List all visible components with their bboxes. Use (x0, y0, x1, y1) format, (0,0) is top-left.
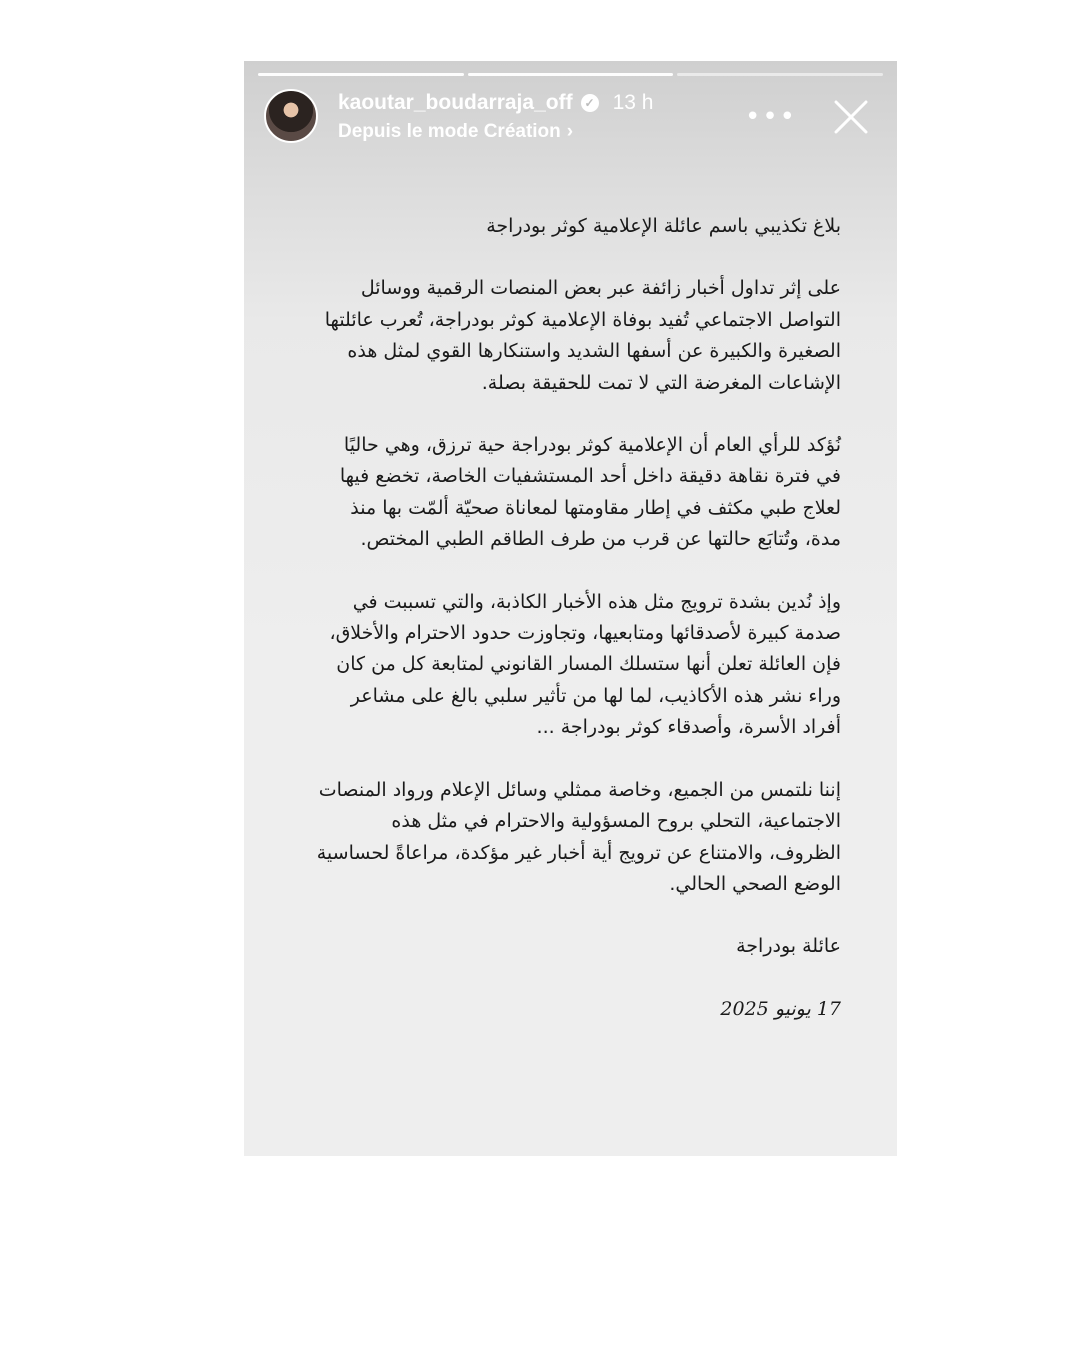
progress-segment (258, 73, 464, 76)
statement-text (316, 211, 841, 1056)
story-header (264, 89, 883, 149)
more-horizontal-icon[interactable]: ••• (744, 102, 797, 132)
post-time: 13 h (612, 91, 654, 114)
story-viewer[interactable] (244, 61, 897, 1156)
statement-title: بلاغ تكذيبي باسم عائلة الإعلامية كوثر بودراجة (486, 215, 841, 237)
statement-paragraph: إننا نلتمس من الجميع، وخاصة ممثلي وسائل الإعلام ورواد المنصات الاجتماعية، التحلي بروح المسؤولية والاحترام في مثل هذه الظروف، والامتناع عن ترويج أية أخبار غير مؤكدة، مراعاةً لحساسية الوضع الصحي الحالي. (316, 778, 841, 895)
avatar[interactable] (264, 89, 318, 143)
statement-signature: عائلة بودراجة (736, 935, 841, 958)
statement-paragraph: على إثر تداول أخبار زائفة عبر بعض المنصات الرقمية ووسائل التواصل الاجتماعي تُفيد بوفاة الإعلامية كوثر بودراجة، تُعرب عائلتها الصغيرة والكبيرة عن أسفها الشديد واستنكارها القوي لمثل هذه الإشاعات المغرضة التي لا تمت للحقيقة بصلة. (324, 277, 841, 394)
progress-segment (677, 73, 883, 76)
creation-mode-label: Depuis le mode Création (338, 121, 561, 142)
creation-mode-link[interactable] (338, 121, 573, 143)
progress-segment (468, 73, 674, 76)
statement-date: 17 يونيو 2025 (720, 997, 841, 1020)
user-line (338, 91, 653, 115)
close-icon[interactable] (833, 99, 869, 135)
username[interactable]: kaoutar_boudarraja_off (338, 91, 573, 114)
story-progress-bar (258, 73, 883, 76)
verified-badge-icon: ✓ (581, 94, 599, 112)
statement-paragraph: وإذ نُدين بشدة ترويج مثل هذه الأخبار الكاذبة، والتي تسببت في صدمة كبيرة لأصدقائها ومتابعيها، وتجاوزت حدود الاحترام والأخلاق، فإن العائلة تعلن أنها ستسلك المسار القانوني لمتابعة كل من كان وراء نشر هذه الأكاذيب، لما لها من تأثير سلبي بالغ على مشاعر أفراد الأسرة، وأصدقاء كوثر بودراجة ... (329, 590, 841, 739)
statement-paragraph: نُؤكد للرأي العام أن الإعلامية كوثر بودراجة حية ترزق، وهي حاليًا في فترة نقاهة دقيقة داخل أحد المستشفيات الخاصة، تخضع فيها لعلاج طبي مكثف في إطار مقاومتها لمعاناة صحيّة ألمّت بها منذ مدة، وتُتابَع حالتها عن قرب من طرف الطاقم الطبي المختص. (339, 434, 841, 551)
chevron-right-icon: › (566, 121, 574, 142)
